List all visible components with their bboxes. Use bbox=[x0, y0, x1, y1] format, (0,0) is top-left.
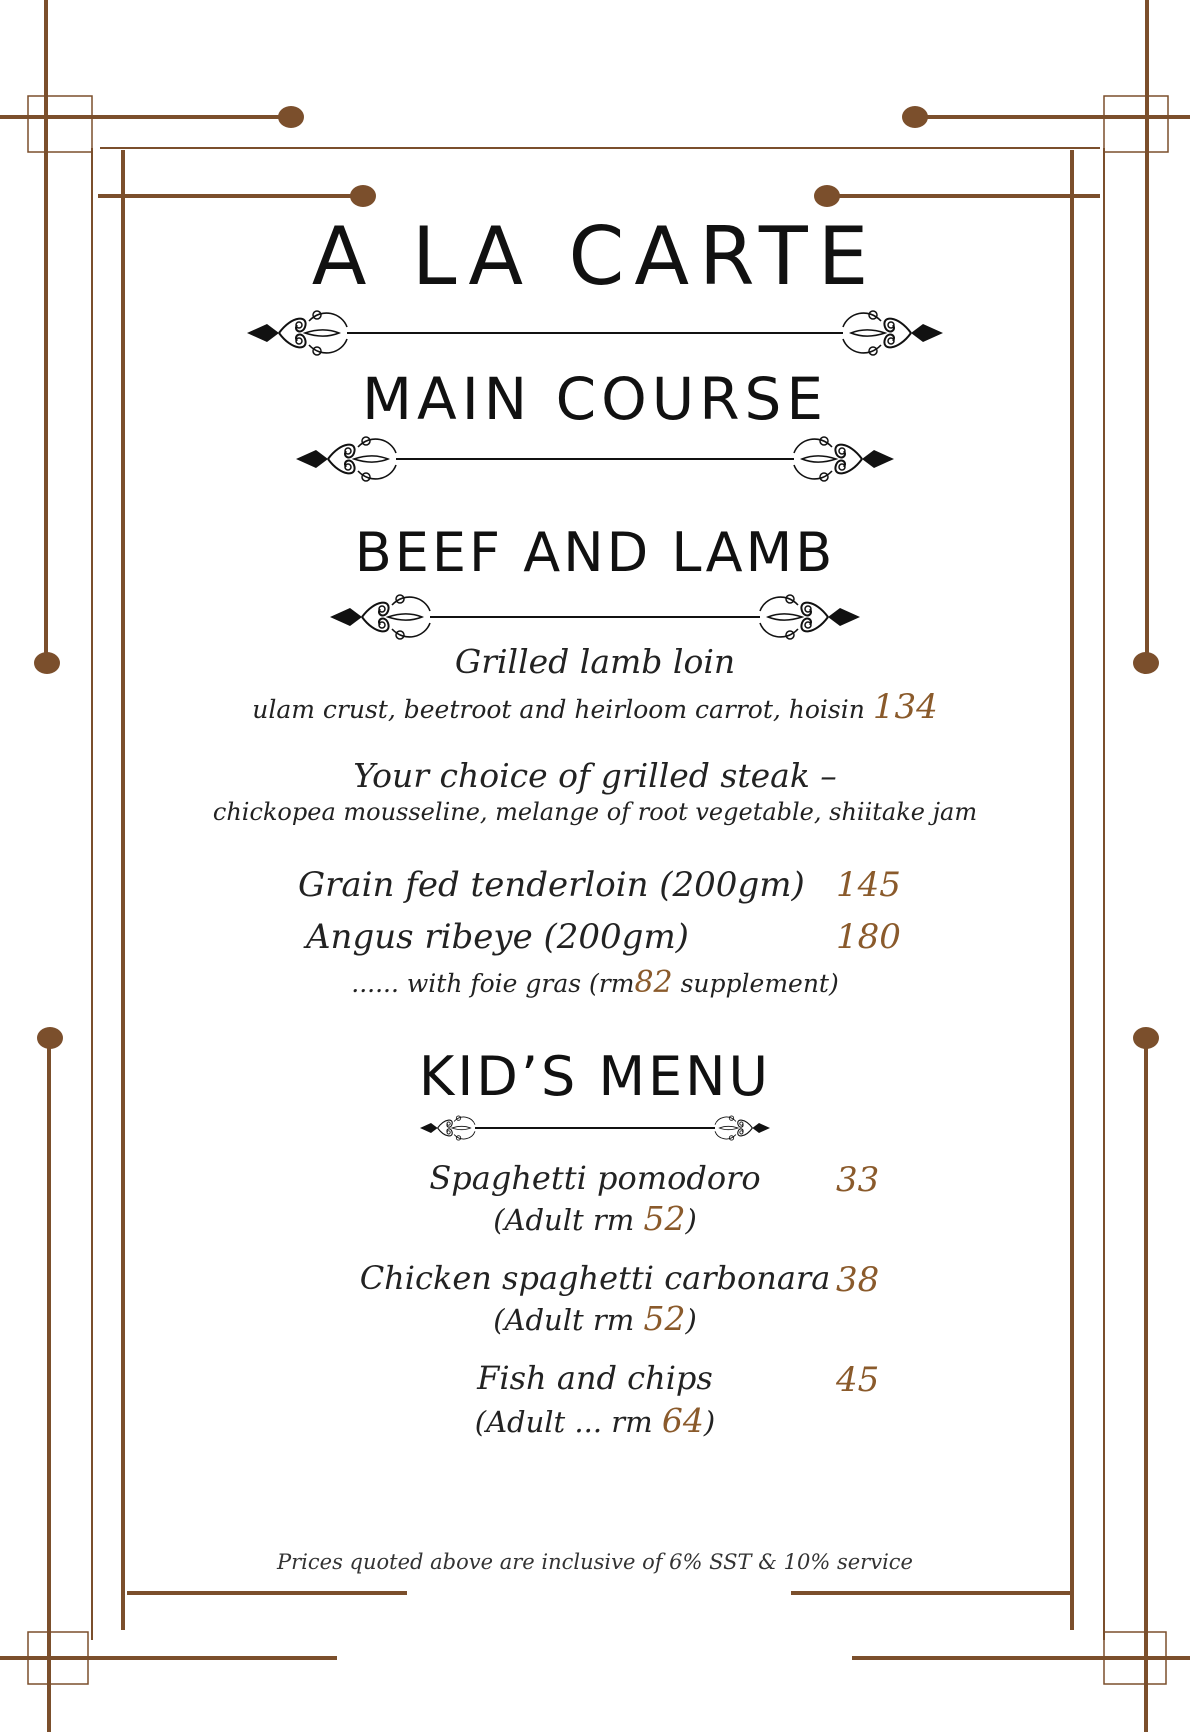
adult-prefix: (Adult ... rm bbox=[474, 1405, 662, 1439]
foie-gras-prefix: ...... with foie gras (rm bbox=[351, 969, 635, 998]
adult-price: 52 bbox=[643, 1199, 686, 1238]
adult-price: 64 bbox=[661, 1401, 704, 1440]
adult-price: 52 bbox=[643, 1299, 686, 1338]
menu-subtitle: MAIN COURSE bbox=[361, 365, 828, 433]
kids-item-price-fish-chips: 45 bbox=[836, 1360, 880, 1400]
foie-gras-amount: 82 bbox=[634, 965, 673, 1000]
foie-gras-suffix: supplement) bbox=[672, 969, 839, 998]
dish-desc-lamb: ulam crust, beetroot and heirloom carrot, hoisin bbox=[252, 695, 865, 724]
adult-prefix: (Adult rm bbox=[493, 1203, 644, 1237]
kids-menu-divider-ornament bbox=[420, 1108, 770, 1148]
adult-suffix: ) bbox=[685, 1203, 697, 1237]
kids-item-name-pomodoro: Spaghetti pomodoro bbox=[429, 1159, 761, 1197]
foie-gras-supplement bbox=[0, 966, 1190, 1001]
dish-line-lamb bbox=[0, 687, 1190, 727]
adult-suffix: ) bbox=[703, 1405, 716, 1439]
subtitle-divider-ornament bbox=[296, 424, 894, 494]
kids-item-price-pomodoro: 33 bbox=[836, 1160, 880, 1200]
kids-item-price-carbonara: 38 bbox=[836, 1260, 880, 1300]
adult-prefix: (Adult rm bbox=[493, 1303, 644, 1337]
footer-tax-note: Prices quoted above are inclusive of 6% SST & 10% service bbox=[277, 1550, 913, 1574]
beef-lamb-divider-ornament bbox=[330, 584, 860, 650]
title-divider-ornament bbox=[247, 298, 943, 368]
page-title: A LA CARTE bbox=[311, 210, 879, 303]
adult-suffix: ) bbox=[685, 1303, 697, 1337]
steak-name-ribeye: Angus ribeye (200gm) bbox=[306, 917, 689, 957]
dish-desc-steak: chickopea mousseline, melange of root vegetable, shiitake jam bbox=[212, 798, 978, 826]
section-heading-kids-menu: KID’S MENU bbox=[418, 1045, 772, 1108]
kids-item-adult-pomodoro bbox=[0, 1200, 1190, 1239]
kids-item-name-carbonara: Chicken spaghetti carbonara bbox=[359, 1259, 831, 1297]
dish-price-lamb: 134 bbox=[872, 687, 938, 727]
dish-name-steak-intro: Your choice of grilled steak – bbox=[353, 756, 837, 795]
steak-price-ribeye: 180 bbox=[836, 917, 901, 957]
steak-name-tenderloin: Grain fed tenderloin (200gm) bbox=[298, 865, 805, 905]
steak-price-tenderloin: 145 bbox=[836, 865, 901, 905]
kids-item-adult-carbonara bbox=[0, 1300, 1190, 1339]
kids-item-adult-fish-chips bbox=[0, 1402, 1190, 1441]
kids-item-name-fish-chips: Fish and chips bbox=[477, 1359, 713, 1397]
dish-name-lamb: Grilled lamb loin bbox=[454, 642, 736, 681]
section-heading-beef-lamb: BEEF AND LAMB bbox=[354, 521, 836, 584]
